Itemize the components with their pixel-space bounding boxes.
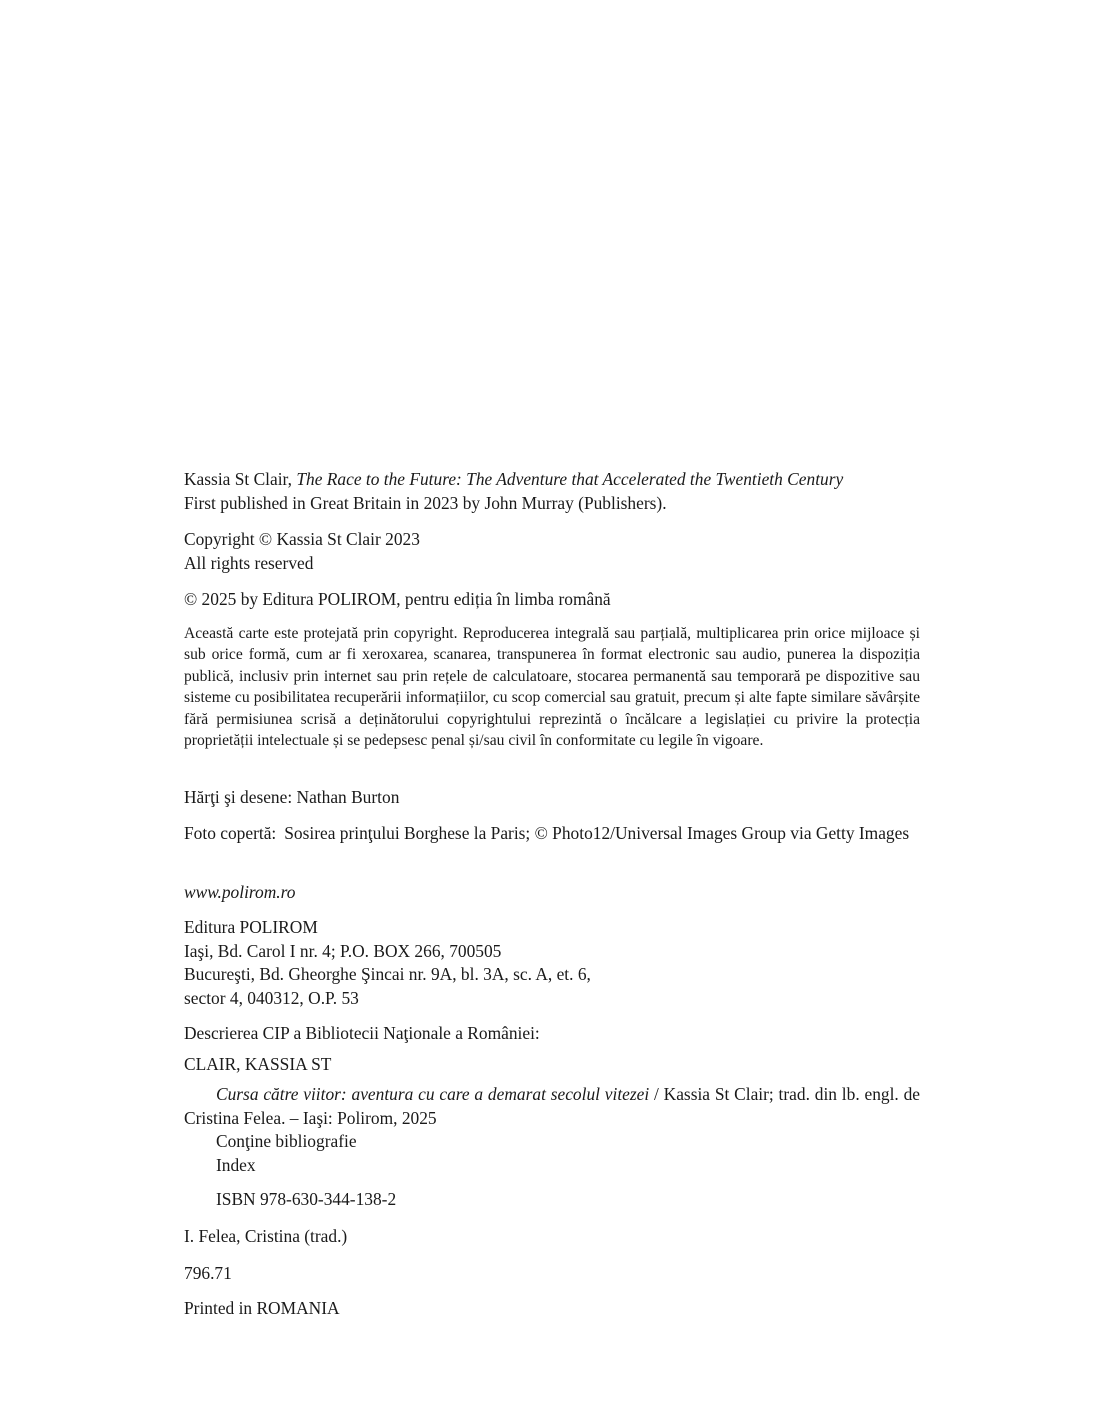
cip-contains: Conţine bibliografie bbox=[216, 1131, 357, 1151]
classification: 796.71 bbox=[184, 1263, 232, 1283]
maps-credit-text: Hărţi şi desene: Nathan Burton bbox=[184, 787, 400, 807]
address-bucuresti-line2: sector 4, 040312, O.P. 53 bbox=[184, 987, 359, 1008]
rights-reserved-line: All rights reserved bbox=[184, 552, 314, 573]
original-edition-info bbox=[184, 468, 920, 515]
printed-block bbox=[184, 1297, 920, 1321]
address-bucuresti-line1: Bucureşti, Bd. Gheorghe Şincai nr. 9A, bl. 3A, sc. A, et. 6, bbox=[184, 964, 591, 984]
cip-author-text: CLAIR, KASSIA ST bbox=[184, 1054, 332, 1074]
copyright-line: Copyright © Kassia St Clair 2023 bbox=[184, 529, 420, 549]
cover-photo-text: Sosirea prinţului Borghese la Paris; © Photo12/Universal Images Group via Getty Images bbox=[284, 823, 910, 843]
website-block bbox=[184, 881, 920, 905]
cover-photo-credit bbox=[184, 822, 920, 846]
legal-notice-text: Această carte este protejată prin copyright. Reproducerea integrală sau parțială, multiplicarea prin orice mijloace și sub orice formă, cum ar fi xeroxarea, scanarea, transpunerea în format electronic sau audio, punerea la dispoziția publică, inclusiv prin internet sau prin rețele de calculatoare, stocarea permanentă sau temporară pe dispozitive sau sisteme cu posibilitatea recuperării informațiilor, cu scop comercial sau gratuit, precum și alte fapte similare săvârșite fără permisiunea scrisă a deținătorului copyrightului reprezintă o încălcare a legislației cu privire la protecția proprietății intelectuale și se pedepsesc penal și/sau civil în conformitate cu legile în vigoare. bbox=[184, 625, 920, 750]
translator: I. Felea, Cristina (trad.) bbox=[184, 1226, 348, 1246]
first-published-line: First published in Great Britain in 2023 by John Murray (Publishers). bbox=[184, 492, 667, 513]
cip-statement: / Kassia St Clair; trad. din lb. engl. de Cristina Felea. – Iaşi: Polirom, 2025 bbox=[184, 1084, 920, 1128]
cip-description bbox=[184, 1083, 920, 1130]
original-title-line bbox=[184, 468, 920, 492]
cip-heading bbox=[184, 1022, 920, 1046]
classification-block bbox=[184, 1262, 920, 1286]
maps-credit bbox=[184, 786, 920, 810]
printed-in: Printed in ROMANIA bbox=[184, 1298, 340, 1318]
romanian-edition-text: © 2025 by Editura POLIROM, pentru ediția în limba română bbox=[184, 589, 611, 609]
cip-author bbox=[184, 1053, 920, 1077]
publisher-name: Editura POLIROM bbox=[184, 917, 318, 937]
legal-notice bbox=[184, 623, 920, 751]
isbn: ISBN 978-630-344-138-2 bbox=[216, 1189, 397, 1209]
original-title: The Race to the Future: The Adventure that Accelerated the Twentieth Century bbox=[296, 469, 844, 489]
cover-photo-label: Foto copertă: bbox=[184, 823, 277, 843]
copyright-block bbox=[184, 528, 920, 575]
cip-index: Index bbox=[216, 1154, 256, 1175]
cip-heading-text: Descrierea CIP a Bibliotecii Naţionale a României: bbox=[184, 1023, 540, 1043]
cip-record bbox=[184, 1083, 920, 1177]
cip-title: Cursa către viitor: aventura cu care a demarat secolul vitezei bbox=[216, 1084, 650, 1104]
translator-block bbox=[184, 1225, 920, 1249]
publisher-address bbox=[184, 916, 920, 1010]
author-name: Kassia St Clair, bbox=[184, 469, 297, 489]
isbn-block bbox=[184, 1188, 920, 1212]
website-link[interactable]: www.polirom.ro bbox=[184, 882, 296, 902]
romanian-edition-line bbox=[184, 588, 920, 612]
address-iasi: Iaşi, Bd. Carol I nr. 4; P.O. BOX 266, 700505 bbox=[184, 940, 502, 961]
